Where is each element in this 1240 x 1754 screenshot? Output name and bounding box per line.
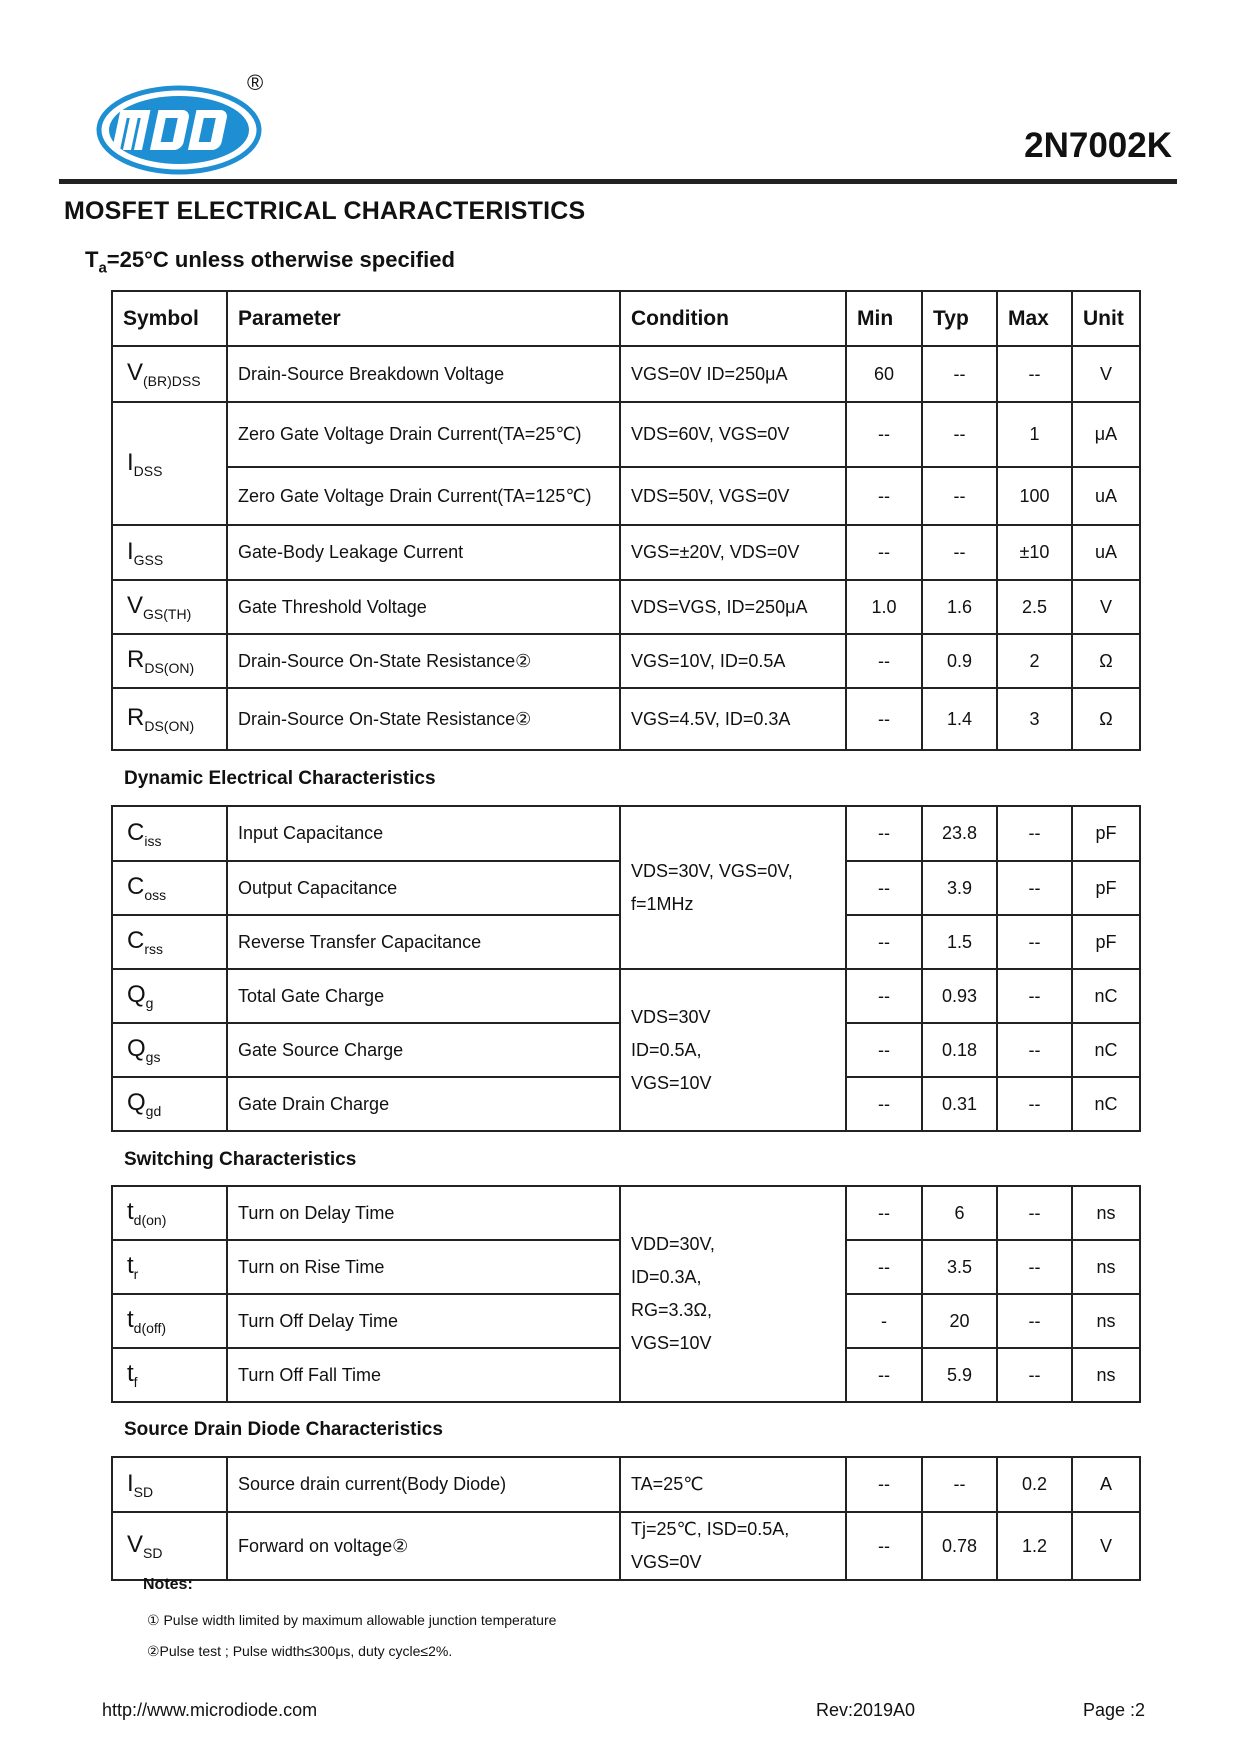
max-cell: 100 [997,467,1072,525]
min-cell: -- [846,467,922,525]
min-cell: -- [846,861,922,915]
table-row [112,346,1140,402]
max-cell: -- [997,1348,1072,1402]
max-cell: ±10 [997,525,1072,580]
max-cell: -- [997,1240,1072,1294]
unit-cell: Ω [1072,634,1140,688]
min-cell: -- [846,1186,922,1240]
parameter-cell: Input Capacitance [227,806,620,861]
symbol-cell: $R_{DS(ON)}$ [112,688,227,750]
condition-cell: VGS=10V, ID=0.5A [620,634,846,688]
typ-cell: 20 [922,1294,997,1348]
notes-title: Notes: [143,1576,193,1593]
condition-cell: Tj=25℃, ISD=0.5A, VGS=0V [620,1512,846,1580]
max-cell: 0.2 [997,1457,1072,1512]
max-cell: -- [997,1294,1072,1348]
max-cell: -- [997,1023,1072,1077]
symbol-cell: $V_{GS(TH)}$ [112,580,227,634]
condition-cell: TA=25℃ [620,1457,846,1512]
parameter-cell: Turn Off Delay Time [227,1294,620,1348]
unit-cell: uA [1072,467,1140,525]
test-condition: $T_a=25^\circ C$ unless otherwise specified [85,247,455,277]
unit-cell: ns [1072,1186,1140,1240]
min-cell: - [846,1294,922,1348]
table-row [112,1457,1140,1512]
typ-cell: 3.9 [922,861,997,915]
symbol-cell: $t_{d(off)}$ [112,1294,227,1348]
parameter-cell: Source drain current(Body Diode) [227,1457,620,1512]
unit-cell: ns [1072,1240,1140,1294]
table-row [112,634,1140,688]
condition-cell: VGS=0V ID=250μA [620,346,846,402]
parameter-cell: Gate Drain Charge [227,1077,620,1131]
max-cell: 1 [997,402,1072,467]
unit-cell: A [1072,1457,1140,1512]
min-cell: -- [846,1457,922,1512]
condition-cell: VDS=60V, VGS=0V [620,402,846,467]
min-cell: -- [846,1348,922,1402]
parameter-cell: Drain-Source Breakdown Voltage [227,346,620,402]
unit-cell: pF [1072,861,1140,915]
typ-cell: 6 [922,1186,997,1240]
unit-cell: V [1072,346,1140,402]
typ-cell: 0.93 [922,969,997,1023]
parameter-cell: Forward on voltage② [227,1512,620,1580]
footer-page-number: Page :2 [1083,1700,1146,1720]
symbol-cell: $Q_{gd}$ [112,1077,227,1131]
unit-cell: pF [1072,915,1140,969]
max-cell: -- [997,915,1072,969]
min-cell: 1.0 [846,580,922,634]
condition-cell: VDS=30V ID=0.5A, VGS=10V [620,969,846,1131]
static-characteristics-table [111,290,1141,751]
parameter-cell: Drain-Source On-State Resistance② [227,688,620,750]
parameter-cell: Zero Gate Voltage Drain Current(TA=125℃) [227,467,620,525]
typ-cell: -- [922,1457,997,1512]
typ-cell: 1.5 [922,915,997,969]
switching-characteristics-table [111,1185,1141,1403]
table-row [112,806,1140,861]
unit-cell: uA [1072,525,1140,580]
parameter-cell: Gate Source Charge [227,1023,620,1077]
unit-cell: V [1072,580,1140,634]
symbol-cell: $I_{SD}$ [112,1457,227,1512]
diode-characteristics-table [111,1456,1141,1581]
typ-cell: -- [922,346,997,402]
typ-cell: -- [922,525,997,580]
min-cell: -- [846,915,922,969]
parameter-cell: Reverse Transfer Capacitance [227,915,620,969]
table-row [112,688,1140,750]
condition-cell: VDS=50V, VGS=0V [620,467,846,525]
max-cell: 2 [997,634,1072,688]
header-divider [59,179,1177,184]
max-cell: -- [997,969,1072,1023]
min-cell: -- [846,688,922,750]
condition-cell: VDS=VGS, ID=250μA [620,580,846,634]
max-cell: -- [997,861,1072,915]
parameter-cell: Turn on Delay Time [227,1186,620,1240]
section-heading-dynamic: Dynamic Electrical Characteristics [124,768,436,789]
col-header-parameter: Parameter [227,291,620,346]
section-heading-diode: Source Drain Diode Characteristics [124,1419,443,1440]
parameter-cell: Gate Threshold Voltage [227,580,620,634]
typ-cell: 0.31 [922,1077,997,1131]
parameter-cell: Output Capacitance [227,861,620,915]
symbol-cell: $V_{SD}$ [112,1512,227,1580]
col-header-typ: Typ [922,291,997,346]
symbol-cell: $I_{GSS}$ [112,525,227,580]
typ-cell: -- [922,402,997,467]
registered-mark: ® [247,70,264,95]
col-header-min: Min [846,291,922,346]
min-cell: -- [846,402,922,467]
note-1: ① Pulse width limited by maximum allowable junction temperature [147,1612,557,1628]
unit-cell: nC [1072,1023,1140,1077]
unit-cell: pF [1072,806,1140,861]
unit-cell: Ω [1072,688,1140,750]
symbol-cell: $t_f$ [112,1348,227,1402]
table-header-row [112,291,1140,346]
condition-cell: VDS=30V, VGS=0V, f=1MHz [620,806,846,969]
unit-cell: nC [1072,1077,1140,1131]
page-title: MOSFET ELECTRICAL CHARACTERISTICS [64,197,586,225]
table-row [112,1186,1140,1240]
typ-cell: 0.78 [922,1512,997,1580]
min-cell: -- [846,969,922,1023]
min-cell: -- [846,1023,922,1077]
table-row [112,467,1140,525]
condition-cell: VDD=30V, ID=0.3A, RG=3.3Ω, VGS=10V [620,1186,846,1402]
min-cell: 60 [846,346,922,402]
typ-cell: 0.18 [922,1023,997,1077]
col-header-unit: Unit [1072,291,1140,346]
table-row [112,525,1140,580]
unit-cell: ns [1072,1348,1140,1402]
symbol-cell: $t_{d(on)}$ [112,1186,227,1240]
typ-cell: 3.5 [922,1240,997,1294]
table-row [112,969,1140,1023]
condition-cell: VGS=±20V, VDS=0V [620,525,846,580]
unit-cell: μA [1072,402,1140,467]
typ-cell: 0.9 [922,634,997,688]
min-cell: -- [846,634,922,688]
symbol-cell: $t_r$ [112,1240,227,1294]
parameter-cell: Turn Off Fall Time [227,1348,620,1402]
company-logo [96,84,266,176]
symbol-cell: $I_{DSS}$ [112,402,227,525]
col-header-symbol: Symbol [112,291,227,346]
min-cell: -- [846,1512,922,1580]
max-cell: -- [997,346,1072,402]
max-cell: 3 [997,688,1072,750]
typ-cell: -- [922,467,997,525]
symbol-cell: $R_{DS(ON)}$ [112,634,227,688]
max-cell: -- [997,1077,1072,1131]
typ-cell: 5.9 [922,1348,997,1402]
part-number: 2N7002K [1024,126,1172,165]
min-cell: -- [846,1240,922,1294]
typ-cell: 23.8 [922,806,997,861]
unit-cell: ns [1072,1294,1140,1348]
typ-cell: 1.4 [922,688,997,750]
col-header-condition: Condition [620,291,846,346]
max-cell: 2.5 [997,580,1072,634]
condition-cell: VGS=4.5V, ID=0.3A [620,688,846,750]
dynamic-characteristics-table [111,805,1141,1132]
parameter-cell: Total Gate Charge [227,969,620,1023]
min-cell: -- [846,525,922,580]
typ-cell: 1.6 [922,580,997,634]
max-cell: -- [997,1186,1072,1240]
symbol-cell: $Q_{gs}$ [112,1023,227,1077]
table-row [112,402,1140,467]
max-cell: -- [997,806,1072,861]
symbol-cell: $V_{(BR)DSS}$ [112,346,227,402]
col-header-max: Max [997,291,1072,346]
min-cell: -- [846,806,922,861]
footer-url[interactable]: http://www.microdiode.com [102,1700,318,1720]
parameter-cell: Zero Gate Voltage Drain Current(TA=25℃) [227,402,620,467]
table-row [112,1512,1140,1580]
symbol-cell: $C_{rss}$ [112,915,227,969]
unit-cell: V [1072,1512,1140,1580]
table-row [112,580,1140,634]
min-cell: -- [846,1077,922,1131]
parameter-cell: Drain-Source On-State Resistance② [227,634,620,688]
section-heading-switching: Switching Characteristics [124,1149,357,1170]
note-2: ②Pulse test ; Pulse width≤300μs, duty cycle≤2%. [147,1643,453,1659]
max-cell: 1.2 [997,1512,1072,1580]
symbol-cell: $Q_g$ [112,969,227,1023]
unit-cell: nC [1072,969,1140,1023]
parameter-cell: Turn on Rise Time [227,1240,620,1294]
footer-revision: Rev:2019A0 [816,1700,916,1720]
symbol-cell: $C_{oss}$ [112,861,227,915]
parameter-cell: Gate-Body Leakage Current [227,525,620,580]
symbol-cell: $C_{iss}$ [112,806,227,861]
